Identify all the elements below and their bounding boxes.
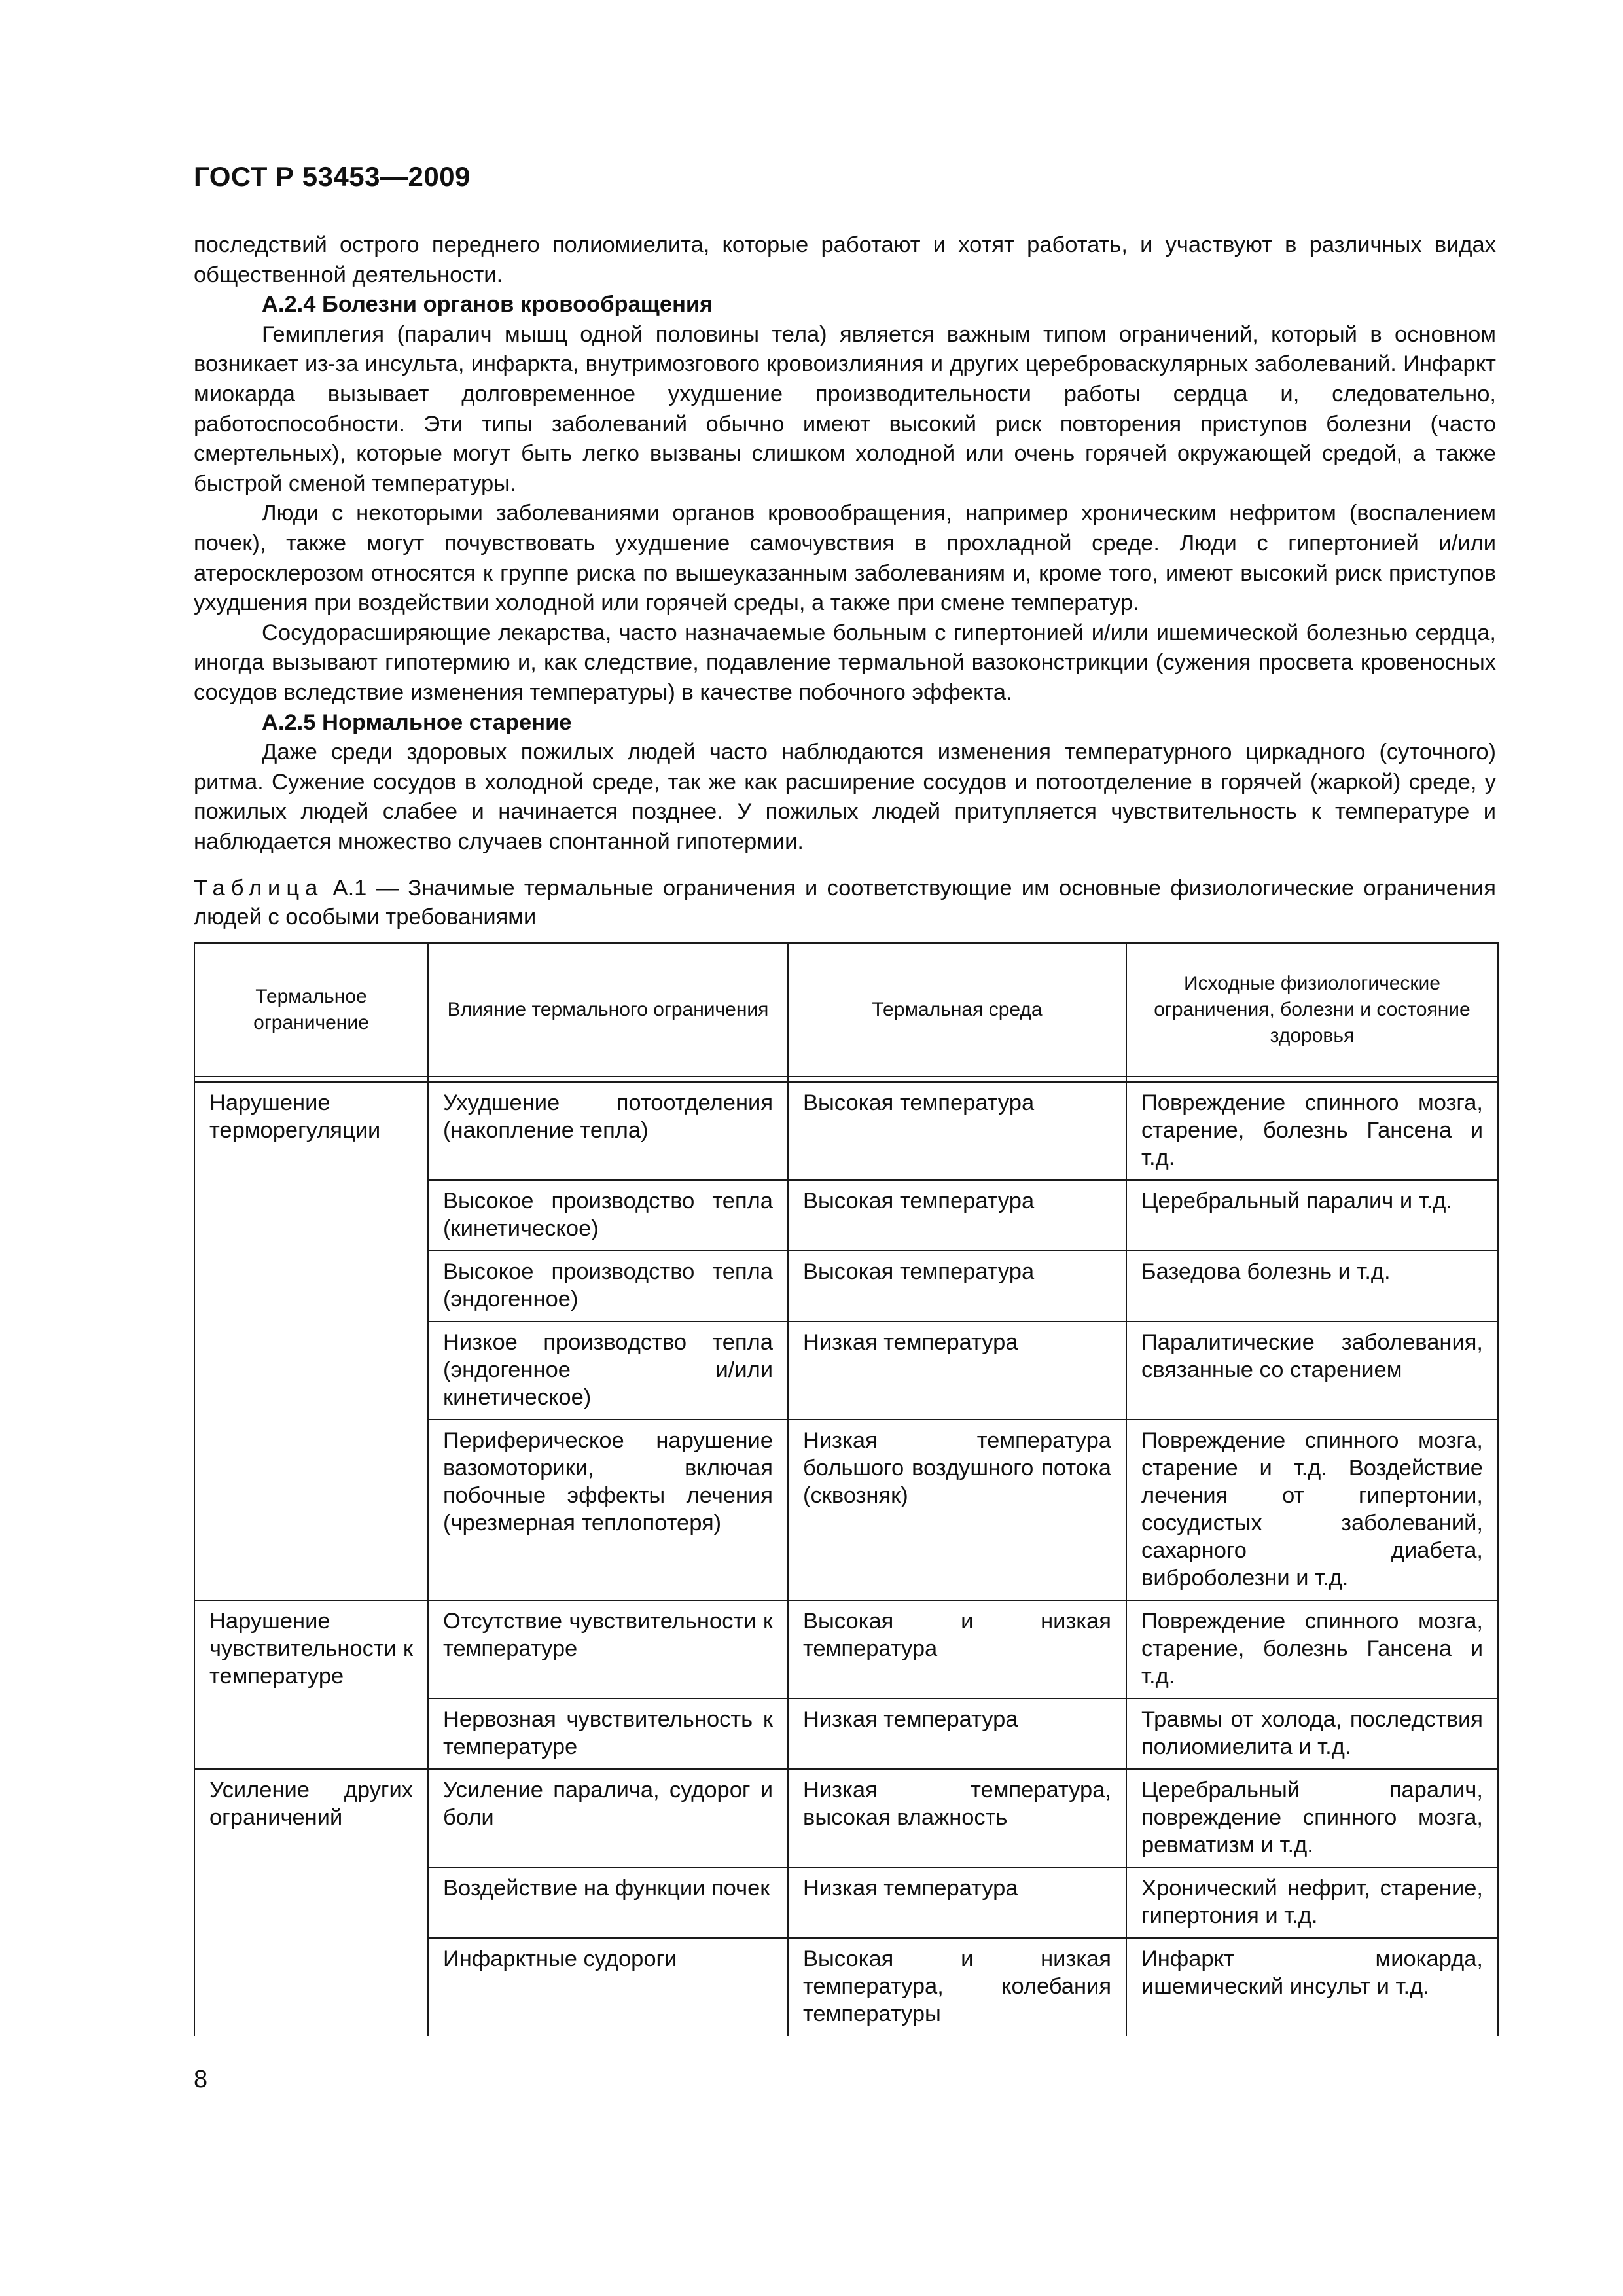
- table-cell: Периферическое нарушение вазомоторики, включая побочные эффекты лечения (чрезмерная теплопотеря): [428, 1420, 788, 1600]
- table-cell: Церебральный паралич и т.д.: [1126, 1180, 1498, 1251]
- column-header: Термальная среда: [788, 943, 1126, 1077]
- paragraph: Даже среди здоровых пожилых людей часто наблюдаются изменения температурного циркадного (суточного) ритма. Сужение сосудов в холодной среде, так же как расширение сосудов и потоотделение в горячей (жаркой) среде, у пожилых людей слабее и начинается позднее. У пожилых людей притупляется чувствительность к температуре и наблюдается множество случаев спонтанной гипотермии.: [194, 740, 1496, 854]
- table-row: [194, 1769, 1498, 1867]
- table-cell: Ухудшение потоотделения (накопление тепла): [428, 1082, 788, 1180]
- table-cell: Низкая температура: [788, 1698, 1126, 1769]
- table-cell: Повреждение спинного мозга, старение и т.д. Воздействие лечения от гипертонии, сосудистых заболеваний, сахарного диабета, виброболезни и т.д.: [1126, 1420, 1498, 1600]
- table-cell: Базедова болезнь и т.д.: [1126, 1251, 1498, 1321]
- table-cell: Повреждение спинного мозга, старение, болезнь Гансена и т.д.: [1126, 1600, 1498, 1698]
- table-cell: Высокое производство тепла (кинетическое): [428, 1180, 788, 1251]
- table-cell: Инфарктные судороги: [428, 1938, 788, 2036]
- data-table: [194, 942, 1499, 2036]
- table-cell: Высокая и низкая температура, колебания температуры: [788, 1938, 1126, 2036]
- table-cell: Высокая и низкая температура: [788, 1600, 1126, 1698]
- table-cell: Высокое производство тепла (эндогенное): [428, 1251, 788, 1321]
- table-cell: Низкое производство тепла (эндогенное и/или кинетическое): [428, 1321, 788, 1420]
- table-cell: Отсутствие чувствительности к температуре: [428, 1600, 788, 1698]
- group-cell: Усиление других ограничений: [194, 1769, 428, 2036]
- table-cell: Низкая температура большого воздушного потока (сквозняк): [788, 1420, 1126, 1600]
- table-header-row: [194, 943, 1498, 1077]
- paragraph: Сосудорасширяющие лекарства, часто назначаемые больным с гипертонией и/или ишемической болезнью сердца, иногда вызывают гипотермию и, как следствие, подавление термальной вазоконстрикции (сужения просвета кровеносных сосудов вследствие изменения температуры) в качестве побочного эффекта.: [194, 620, 1496, 705]
- header-separator: [194, 1077, 1498, 1082]
- table-cell: Нервозная чувствительность к температуре: [428, 1698, 788, 1769]
- body-text: [194, 230, 1496, 857]
- table-cell: Низкая температура: [788, 1867, 1126, 1938]
- table-cell: Инфаркт миокарда, ишемический инсульт и т.д.: [1126, 1938, 1498, 2036]
- table-cell: Травмы от холода, последствия полиомиелита и т.д.: [1126, 1698, 1498, 1769]
- paragraph-continuation: последствий острого переднего полиомиелита, которые работают и хотят работать, и участвуют в различных видах общественной деятельности.: [194, 232, 1496, 287]
- page-number: 8: [194, 2066, 208, 2093]
- table-cell: Высокая температура: [788, 1251, 1126, 1321]
- table-cell: Повреждение спинного мозга, старение, болезнь Гансена и т.д.: [1126, 1082, 1498, 1180]
- table-cell: Высокая температура: [788, 1180, 1126, 1251]
- table-caption: [194, 874, 1496, 931]
- section-heading-a24: А.2.4 Болезни органов кровообращения: [262, 292, 713, 317]
- section-heading-a25: А.2.5 Нормальное старение: [262, 709, 572, 735]
- document-header: ГОСТ Р 53453—2009: [194, 161, 471, 192]
- group-cell: Нарушение чувствительности к температуре: [194, 1600, 428, 1769]
- group-cell: Нарушение терморегуляции: [194, 1082, 428, 1600]
- table-cell: Воздействие на функции почек: [428, 1867, 788, 1938]
- table-cell: Церебральный паралич, повреждение спинного мозга, ревматизм и т.д.: [1126, 1769, 1498, 1867]
- table-cell: Низкая температура, высокая влажность: [788, 1769, 1126, 1867]
- table-row: [194, 1082, 1498, 1180]
- paragraph: Люди с некоторыми заболеваниями органов кровообращения, например хроническим нефритом (воспалением почек), также могут почувствовать ухудшение самочувствия в прохладной среде. Люди с гипертонией и/или атеросклерозом относятся к группе риска по вышеуказанным заболеваниям и, кроме того, имеют высокий риск приступов ухудшения при воздействии холодной или горячей среды, а также при смене температур.: [194, 501, 1496, 616]
- table-caption-label: Таблица: [194, 876, 324, 901]
- table-cell: Паралитические заболевания, связанные со старением: [1126, 1321, 1498, 1420]
- table-cell: Усиление паралича, судорог и боли: [428, 1769, 788, 1867]
- table-row: [194, 1600, 1498, 1698]
- table-cell: Низкая температура: [788, 1321, 1126, 1420]
- table-caption-text: А.1 — Значимые термальные ограничения и соответствующие им основные физиологические ограничения людей с особыми требованиями: [194, 876, 1496, 929]
- column-header: Термальное ограничение: [194, 943, 428, 1077]
- table-cell: Хронический нефрит, старение, гипертония и т.д.: [1126, 1867, 1498, 1938]
- column-header: Исходные физиологические ограничения, болезни и состояние здоровья: [1126, 943, 1498, 1077]
- table-cell: Высокая температура: [788, 1082, 1126, 1180]
- paragraph: Гемиплегия (паралич мышц одной половины тела) является важным типом ограничений, который в основном возникает из-за инсульта, инфаркта, внутримозгового кровоизлияния и других цереброваскулярных заболеваний. Инфаркт миокарда вызывает долговременное ухудшение производительности работы сердца и, следовательно, работоспособности. Эти типы заболеваний обычно имеют высокий риск повторения приступов болезни (часто смертельных), которые могут быть легко вызваны слишком холодной или очень горячей окружающей средой, а также быстрой сменой температуры.: [194, 321, 1496, 496]
- column-header: Влияние термального ограничения: [428, 943, 788, 1077]
